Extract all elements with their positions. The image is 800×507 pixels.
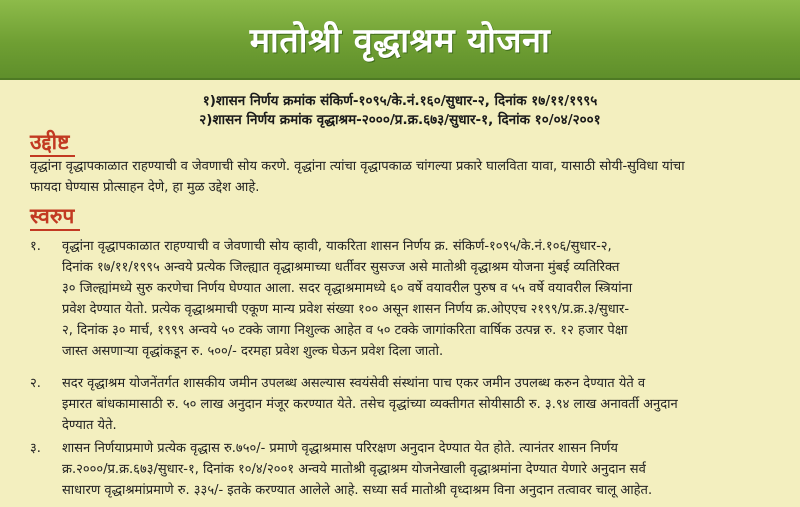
item-number: १.	[30, 239, 41, 254]
objective-line: फायदा घेण्यास प्रोत्साहन देणे, हा मुळ उद्देश आहे.	[30, 180, 260, 195]
objective-heading: उद्दीष्ट	[30, 129, 75, 157]
reference-line-1: १)शासन निर्णय क्रमांक संकिर्ण-१०९५/के.नं.१६०/सुधार-२, दिनांक १७/११/१९९५	[202, 93, 598, 109]
nature-item-1	[62, 236, 794, 362]
title-banner	[0, 0, 800, 80]
item-line: वृद्धांना वृद्धापकाळात राहण्याची व जेवणाची सोय व्हावी, याकरिता शासन निर्णय क्र. संकिर्ण-१०९५/के.नं.१०६/सुधार-२,	[62, 239, 612, 254]
references-block	[0, 92, 800, 130]
item-line: देण्यात येते.	[62, 418, 117, 433]
reference-line-2: २)शासन निर्णय क्रमांक वृद्धाश्रम-२०००/प्र.क्र.६७३/सुधार-१, दिनांक १०/०४/२००१	[199, 112, 601, 128]
item-line: साधारण वृद्धाश्रमांप्रमाणे रु. ३३५/- इतके करण्यात आलेले आहे. सध्या सर्व मातोश्री वृध्दाश्रम विना अनुदान तत्वावर चालू आहेत.	[62, 483, 653, 498]
item-number: २.	[30, 376, 41, 391]
nature-item-2	[62, 373, 794, 436]
nature-item-3	[62, 438, 794, 501]
item-line: जास्त असणाऱ्या वृद्धांकडून रु. ५००/- दरमहा प्रवेश शुल्क घेऊन प्रवेश दिला जातो.	[62, 344, 444, 359]
item-line: शासन निर्णयाप्रमाणे प्रत्येक वृद्धास रु.७५०/- प्रमाणे वृद्धाश्रमास परिरक्षण अनुदान देण्यात येत होते. त्यानंतर शासन निर्णय	[62, 441, 618, 456]
item-line: दिनांक १७/११/१९९५ अन्वये प्रत्येक जिल्ह्यात वृद्धाश्रमाच्या धर्तीवर सुसज्ज असे मातोश्री वृद्धाश्रम योजना मुंबई व्यतिरिक्त	[62, 260, 620, 275]
item-line: प्रवेश देण्यात येतो. प्रत्येक वृद्धाश्रमाची एकूण मान्य प्रवेश संख्या १०० असून शासन निर्णय क्र.ओएएच २१९९/प्र.क्र.३/सुधार-	[62, 302, 630, 317]
objective-line: वृद्धांना वृद्धापकाळात राहण्याची व जेवणाची सोय करणे. वृद्धांना त्यांचा वृद्धापकाळ चांगल्या प्रकारे घालविता यावा, यासाठी सोयी-सुविधा यांचा	[30, 159, 685, 174]
nature-heading: स्वरुप	[30, 203, 80, 231]
objective-text	[30, 156, 790, 198]
item-number: ३.	[30, 441, 41, 456]
item-line: क्र.२०००/प्र.क्र.६७३/सुधार-१, दिनांक १०/४/२००१ अन्वये मातोश्री वृद्धाश्रम योजनेखाली वृद्धाश्रमांना देण्यात येणारे अनुदान सर्व	[62, 462, 646, 477]
item-line: २, दिनांक ३० मार्च, १९९९ अन्वये ५० टक्के जागा निशुल्क आहेत व ५० टक्के जागांकरिता वार्षिक उत्पन्न रु. १२ हजार पेक्षा	[62, 323, 628, 338]
item-line: इमारत बांधकामासाठी रु. ५० लाख अनुदान मंजूर करण्यात येते. तसेच वृद्धांच्या व्यक्तीगत सोयीसाठी रु. ३.९४ लाख अनावर्ती अनुदान	[62, 397, 678, 412]
item-line: सदर वृद्धाश्रम योजनेंतर्गत शासकीय जमीन उपलब्ध असल्यास स्वयंसेवी संस्थांना पाच एकर जमीन उपलब्ध करुन देण्यात येते व	[62, 376, 646, 391]
page-title: मातोश्री वृद्धाश्रम योजना	[249, 21, 551, 61]
item-line: ३० जिल्ह्यांमध्ये सुरु करणेचा निर्णय घेण्यात आला. सदर वृद्धाश्रमामध्ये ६० वर्षे वयावरील पुरुष व ५५ वर्षे वयावरील स्त्रियांना	[62, 281, 633, 296]
